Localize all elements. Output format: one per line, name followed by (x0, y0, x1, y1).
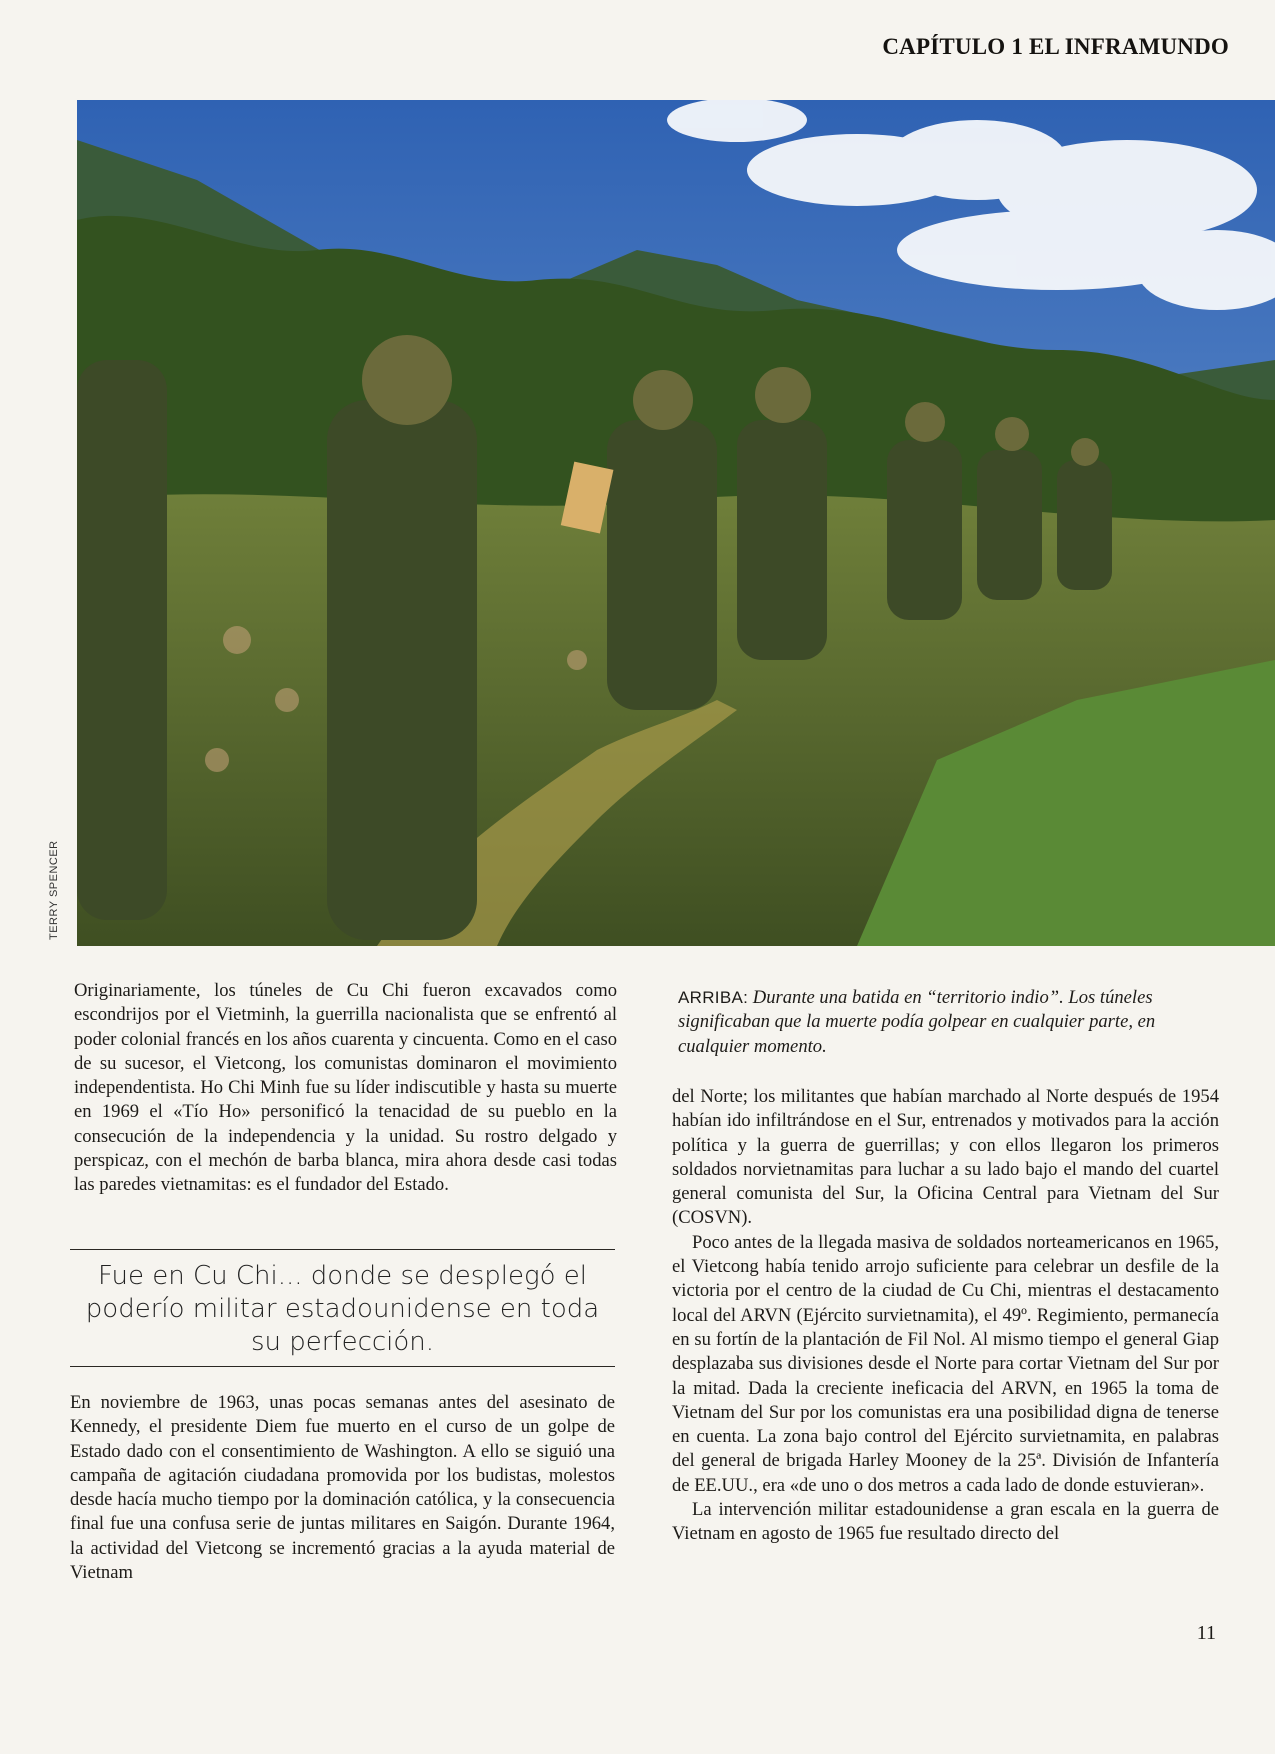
paragraph: En noviembre de 1963, unas pocas semanas antes del asesinato de Kennedy, el presidente Diem fue muerto en el curso de un golpe de Estado dado con el consentimiento de Washington. A ello se siguió una campaña de agitación ciudadana promovida por los budistas, molestos desde hacía mucho tiempo por la dominación católica, y la consecuencia final fue una confusa serie de juntas militares en Saigón. Durante 1964, la actividad del Vietcong se incrementó gracias a la ayuda material de Vietnam (70, 1392, 615, 1584)
soldiers-patrol-photo (77, 100, 1275, 946)
pull-quote (70, 1249, 615, 1367)
paragraph: La intervención militar estadounidense a gran escala en la guerra de Vietnam en agosto de 1965 fue resultado directo del (672, 1499, 1219, 1545)
caption-body: Durante una batida en “territorio indio”. Los túneles significaban que la muerte podía golpear en cualquier parte, en cualquier momento. (678, 987, 1156, 1057)
chapter-header: CAPÍTULO 1 EL INFRAMUNDO (882, 34, 1229, 59)
paragraph: del Norte; los militantes que habían marchado al Norte después de 1954 habían ido infiltrándose en el Sur, entrenados y motivados para la acción política y la guerra de guerrillas; y con ellos llegaron los primeros soldados norvietnamitas para luchar a su lado bajo el mando del cuartel general comunista del Sur, la Oficina Central para Vietnam del Sur (COSVN). (672, 1086, 1219, 1229)
photo-caption (678, 986, 1198, 1059)
left-column-bottom (70, 1391, 615, 1585)
left-column-top (74, 979, 617, 1198)
right-column (672, 1085, 1219, 1547)
paragraph: Originariamente, los túneles de Cu Chi fueron excavados como escondrijos por el Vietminh, la guerrilla nacionalista que se enfrentó al poder colonial francés en los años cuarenta y cincuenta. Como en el caso de su sucesor, el Vietcong, los comunistas dominaron el movimiento independentista. Ho Chi Minh fue su líder indiscutible y hasta su muerte en 1969 el «Tío Ho» personificó la tenacidad de su pueblo en la consecución de la independencia y la unidad. Su rostro delgado y perspicaz, con el mechón de barba blanca, mira ahora desde casi todas las paredes vietnamitas: es el fundador del Estado. (74, 980, 617, 1196)
caption-lead: ARRIBA: (678, 988, 749, 1007)
photo-credit: TERRY SPENCER (48, 840, 60, 940)
photo-illustration (77, 100, 1275, 946)
pull-quote-text: Fue en Cu Chi... donde se desplegó el poderío militar estadounidense en toda su perfección. (85, 1261, 600, 1357)
page-number: 11 (1196, 1622, 1216, 1644)
paragraph: Poco antes de la llegada masiva de soldados norteamericanos en 1965, el Vietcong había tenido arrojo suficiente para celebrar un desfile de la victoria por el centro de la ciudad de Cu Chi, mientras el destacamento local del ARVN (Ejército survietnamita), el 49º. Regimiento, permanecía en su fortín de la plantación de Fil Nol. Al mismo tiempo el general Giap desplazaba sus divisiones desde el Norte para cortar Vietnam del Sur por la mitad. Dada la creciente ineficacia del ARVN, en 1965 la toma de Vietnam del Sur por los comunistas era una posibilidad digna de tenerse en cuenta. La zona bajo control del Ejército survietnamita, en palabras del general de brigada Harley Mooney de la 25ª. División de Infantería de EE.UU., era «de uno o dos metros a cada lado de donde estuvieran». (672, 1231, 1219, 1496)
